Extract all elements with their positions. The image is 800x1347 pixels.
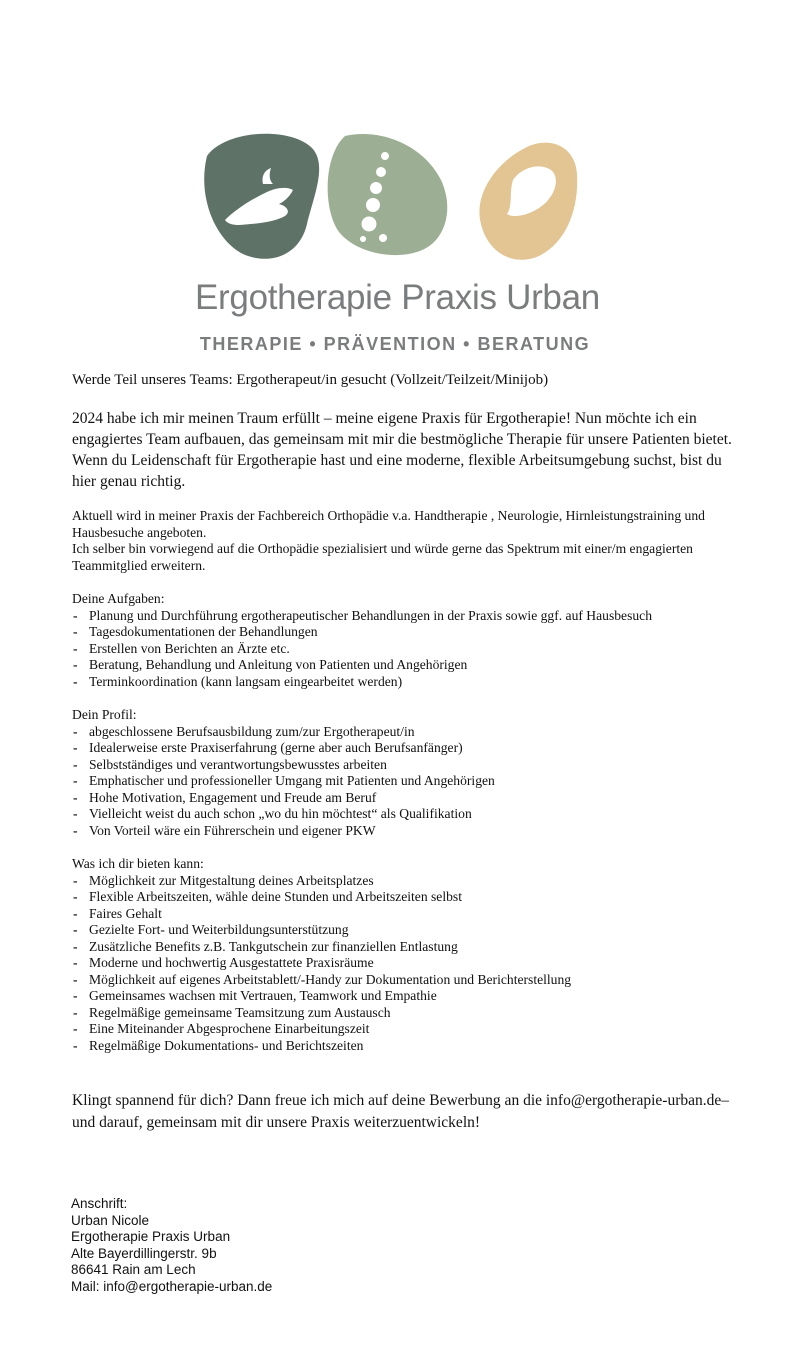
list-item: - Vielleicht weist du auch schon „wo du hin möchtest“ als Qualifikation — [72, 806, 732, 823]
list-item: - Planung und Durchführung ergotherapeutischer Behandlungen in der Praxis sowie ggf. auf Hausbesuch — [72, 608, 732, 625]
list-item: - Moderne und hochwertig Ausgestattete Praxisräume — [72, 955, 732, 972]
brand-name: Ergotherapie Praxis Urban — [195, 278, 600, 317]
list-item: - Zusätzliche Benefits z.B. Tankgutschein zur finanziellen Entlastung — [72, 939, 732, 956]
logo-dot — [360, 236, 366, 242]
logo-dot — [381, 152, 389, 160]
list-item: - abgeschlossene Berufsausbildung zum/zur Ergotherapeut/in — [72, 724, 732, 741]
tasks-list — [72, 608, 732, 691]
logo-dot — [370, 182, 382, 194]
list-item: - Möglichkeit zur Mitgestaltung deines Arbeitsplatzes — [72, 873, 732, 890]
list-item: - Gezielte Fort- und Weiterbildungsunterstützung — [72, 922, 732, 939]
logo-green-stone-icon — [328, 134, 448, 255]
list-item: - Regelmäßige Dokumentations- und Berichtszeiten — [72, 1038, 732, 1055]
list-item: - Regelmäßige gemeinsame Teamsitzung zum Austausch — [72, 1005, 732, 1022]
list-item: - Idealerweise erste Praxiserfahrung (gerne aber auch Berufsanfänger) — [72, 740, 732, 757]
address-label: Anschrift: — [71, 1196, 128, 1211]
address-mail: Mail: info@ergotherapie-urban.de — [71, 1278, 273, 1294]
current-offer-text-1: Aktuell wird in meiner Praxis der Fachbereich Orthopädie v.a. Handtherapie , Neurologie, Hirnleistungstraining und Hausbesuche angeboten. — [72, 508, 705, 540]
list-item: - Selbstständiges und verantwortungsbewusstes arbeiten — [72, 757, 732, 774]
address-city: 86641 Rain am Lech — [71, 1262, 196, 1277]
list-item: - Beratung, Behandlung und Anleitung von Patienten und Angehörigen — [72, 657, 732, 674]
brand-tagline: THERAPIE • PRÄVENTION • BERATUNG — [199, 334, 591, 354]
offer-title: Was ich dir bieten kann: — [72, 856, 204, 871]
job-posting — [72, 370, 732, 1295]
profile-title: Dein Profil: — [72, 707, 137, 722]
tasks-title: Deine Aufgaben: — [72, 591, 165, 606]
list-item: - Tagesdokumentationen der Behandlungen — [72, 624, 732, 641]
practice-logo — [195, 128, 600, 358]
page-title: Werde Teil unseres Teams: Ergotherapeut/in gesucht (Vollzeit/Teilzeit/Minijob) — [72, 372, 549, 388]
intro-paragraph: 2024 habe ich mir meinen Traum erfüllt – meine eigene Praxis für Ergotherapie! Nun möchte ich ein engagiertes Team aufbauen, das gemeinsam mit mir die bestmögliche Therapie für unsere Patienten bietet. Wenn du Leidenschaft für Ergotherapie hast und eine moderne, flexible Arbeitsumgebung suchst, bist du hier genau richtig. — [72, 410, 732, 490]
list-item: - Möglichkeit auf eigenes Arbeitstablett/-Handy zur Dokumentation und Berichterstellung — [72, 972, 732, 989]
address-block — [71, 1196, 732, 1295]
list-item: - Eine Miteinander Abgesprochene Einarbeitungszeit — [72, 1021, 732, 1038]
address-street: Alte Bayerdillingerstr. 9b — [71, 1245, 217, 1261]
list-item: - Von Vorteil wäre ein Führerschein und eigener PKW — [72, 823, 732, 840]
list-item: - Erstellen von Berichten an Ärzte etc. — [72, 641, 732, 658]
offer-list — [72, 873, 732, 1055]
logo-dot — [376, 167, 386, 177]
logo-graphic — [195, 128, 595, 268]
list-item: - Faires Gehalt — [72, 906, 732, 923]
logo-dot — [366, 198, 380, 212]
current-offer-paragraph — [72, 508, 732, 574]
closing-paragraph: Klingt spannend für dich? Dann freue ich mich auf deine Bewerbung an die info@ergotherapie-urban.de– und darauf, gemeinsam mit dir unsere Praxis weiterzuentwickeln! — [72, 1092, 730, 1131]
list-item: - Flexible Arbeitszeiten, wähle deine Stunden und Arbeitszeiten selbst — [72, 889, 732, 906]
list-item: - Hohe Motivation, Engagement und Freude am Beruf — [72, 790, 732, 807]
address-company: Ergotherapie Praxis Urban — [71, 1229, 231, 1244]
list-item: - Terminkoordination (kann langsam eingearbeitet werden) — [72, 674, 732, 691]
logo-dot — [362, 217, 377, 232]
list-item: - Gemeinsames wachsen mit Vertrauen, Teamwork und Empathie — [72, 988, 732, 1005]
address-name: Urban Nicole — [71, 1212, 150, 1228]
list-item: - Emphatischer und professioneller Umgang mit Patienten und Angehörigen — [72, 773, 732, 790]
logo-dot — [379, 234, 387, 242]
profile-list — [72, 724, 732, 840]
current-offer-text-2: Ich selber bin vorwiegend auf die Orthopädie spezialisiert und würde gerne das Spektrum mit einer/m engagierten Teammitglied erweitern. — [72, 541, 693, 573]
